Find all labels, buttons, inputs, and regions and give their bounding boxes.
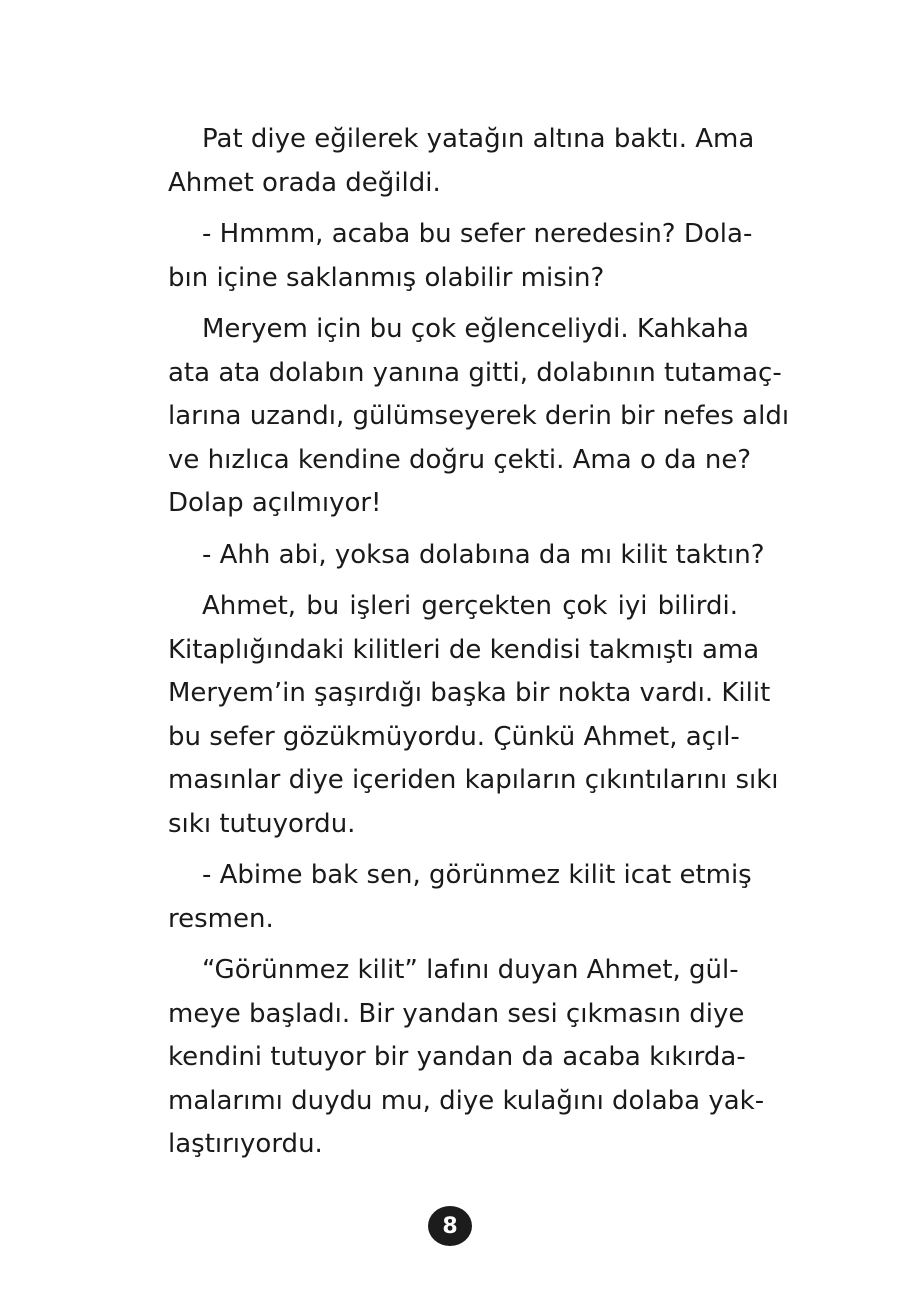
paragraph (168, 308, 790, 526)
text-line: Ahmet, bu işleri gerçekten çok iyi bilirdi. (202, 591, 738, 621)
text-line: “Görünmez kilit” lafını duyan Ahmet, gül- (202, 955, 739, 985)
text-line: Kitaplığındaki kilitleri de kendisi takmıştı ama (168, 634, 760, 665)
text-line: Meryem için bu çok eğlenceliydi. Kahkaha (202, 314, 749, 344)
text-line: kendini tutuyor bir yandan da acaba kıkırda- (168, 1042, 746, 1072)
paragraph (168, 949, 765, 1167)
text-line: malarımı duydu mu, diye kulağını dolaba yak- (168, 1085, 765, 1116)
text-line: - Hmmm, acaba bu sefer neredesin? Dola- (202, 219, 753, 249)
story-text (168, 118, 790, 1175)
text-line: sıkı tutuyordu. (168, 808, 356, 839)
page-number-badge (428, 1206, 472, 1246)
paragraph (168, 534, 765, 578)
paragraph (168, 854, 752, 941)
text-line: laştırıyordu. (168, 1129, 323, 1159)
text-line: Ahmet orada değildi. (168, 167, 441, 198)
text-line: bu sefer gözükmüyordu. Çünkü Ahmet, açıl- (168, 721, 740, 752)
text-line: meye başladı. Bir yandan sesi çıkmasın diye (168, 998, 745, 1029)
text-line: Pat diye eğilerek yatağın altına baktı. Ama (202, 124, 755, 154)
text-line: ve hızlıca kendine doğru çekti. Ama o da ne? (168, 444, 752, 475)
text-line: - Abime bak sen, görünmez kilit icat etmiş (202, 860, 752, 890)
paragraph (168, 213, 753, 300)
page-number: 8 (442, 1213, 458, 1239)
text-line: Meryem’in şaşırdığı başka bir nokta vardı. Kilit (168, 678, 771, 708)
text-line: ata ata dolabın yanına gitti, dolabının tutamaç- (168, 357, 782, 388)
text-line: bın içine saklanmış olabilir misin? (168, 262, 605, 293)
text-line: Dolap açılmıyor! (168, 488, 382, 518)
paragraph (168, 585, 779, 846)
text-line: resmen. (168, 903, 274, 934)
text-line: masınlar diye içeriden kapıların çıkıntılarını sıkı (168, 765, 779, 795)
paragraph (168, 118, 755, 205)
text-line: larına uzandı, gülümseyerek derin bir nefes aldı (168, 401, 790, 431)
text-line: - Ahh abi, yoksa dolabına da mı kilit taktın? (202, 539, 765, 570)
